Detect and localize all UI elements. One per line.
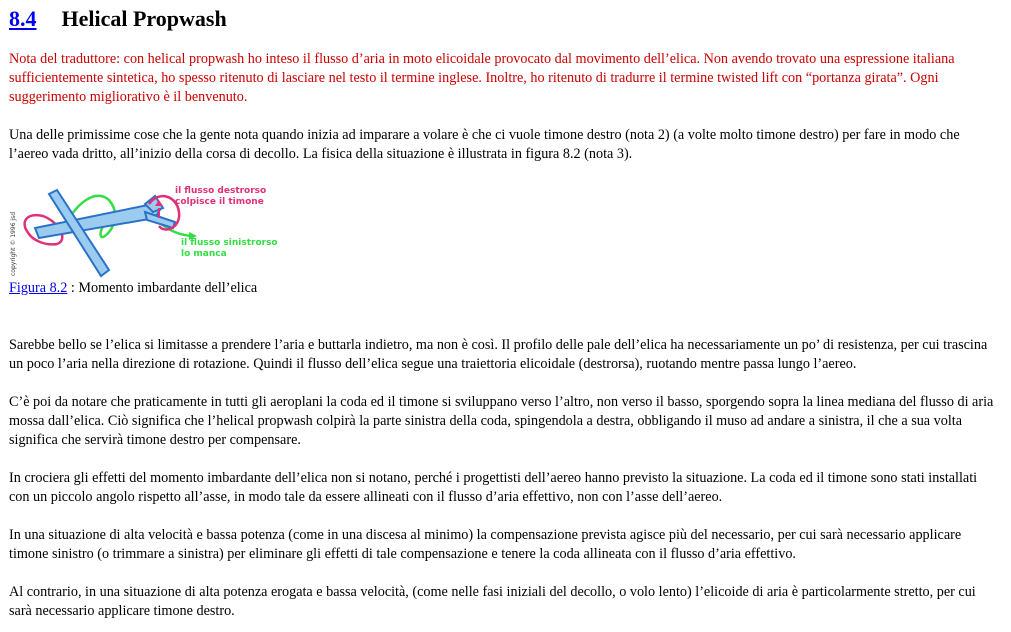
section-title: Helical Propwash: [61, 6, 227, 31]
paragraph-5: In una situazione di alta velocità e bassa potenza (come in una discesa al minimo) la compensazione prevista agisce più del necessario, per cui sarà necessario applicare timone sinistro (o trimmare a sinistra) per eliminare gli effetti di tale compensazione e tenere la coda allineata con il flusso d’aria effettivo.: [9, 527, 962, 562]
right-flow-label-2: colpisce il timone: [175, 197, 264, 207]
paragraph-1: Una delle primissime cose che la gente nota quando inizia ad imparare a volare è che ci vuole timone destro (nota 2) (a volte molto timone destro) per fare in modo che l’aereo vada dritto, all’inizio della corsa di decollo. La fisica della situazione è illustrata in figura 8.2 (nota 3).: [9, 127, 960, 162]
figure-caption: [9, 279, 257, 298]
figure-caption-text: : Momento imbardante dell’elica: [67, 280, 258, 296]
paragraph-6: Al contrario, in una situazione di alta potenza erogata e bassa velocità, (come nelle fasi iniziali del decollo, o volo lento) l’elicoide di aria è particolarmente stretto, per cui sarà necessario applicare timone destro.: [9, 584, 976, 619]
propwash-illustration: [9, 182, 294, 278]
translator-note: Nota del traduttore: con helical propwash ho inteso il flusso d’aria in moto elicoidale provocato dal movimento dell’elica. Non avendo trovato una espressione italiana sufficientemente sintetica, ho spesso ritenuto di lasciare nel testo il termine inglese. Inoltre, ho ritenuto di tradurre il termine twisted lift con “portanza girata”. Ogni suggerimento migliorativo è il benvenuto.: [9, 51, 955, 105]
right-flow-label-1: il flusso destrorso: [175, 186, 267, 196]
paragraph-2: Sarebbe bello se l’elica si limitasse a prendere l’aria e buttarla indietro, ma non è così. Il profilo delle pale dell’elica ha necessariamente un po’ di resistenza, per cui trascina un poco l’aria nella direzione di rotazione. Quindi il flusso dell’elica segue una traiettoria elicoidale (destrorsa), ruotando mentre passa lungo l’aereo.: [9, 337, 988, 372]
section-number-link[interactable]: 8.4: [9, 6, 37, 31]
section-heading: [9, 6, 227, 34]
left-flow-label-2: lo manca: [181, 249, 227, 259]
left-flow-label-1: il flusso sinistrorso: [181, 238, 278, 248]
copyright-text: copyright © 1996 jsd: [10, 211, 17, 276]
figure-8-2: [9, 182, 294, 278]
paragraph-4: In crociera gli effetti del momento imbardante dell’elica non si notano, perché i progettisti dell’aereo hanno previsto la situazione. La coda ed il timone sono stati installati con un piccolo angolo rispetto all’asse, in modo tale da essere allineati con il flusso d’aria effettivo, non con l’asse dell’aereo.: [9, 470, 978, 505]
figure-caption-link[interactable]: Figura 8.2: [9, 280, 68, 296]
paragraph-3: C’è poi da notare che praticamente in tutti gli aeroplani la coda ed il timone si sviluppano verso l’altro, non verso il basso, sporgendo sopra la linea mediana del flusso di aria mossa dall’elica. Ciò significa che l’helical propwash colpirà la parte sinistra della coda, spingendola a destra, obbligando il muso ad andare a sinistra, il che a sua volta significa che servirà timone destro per compensare.: [9, 394, 994, 448]
